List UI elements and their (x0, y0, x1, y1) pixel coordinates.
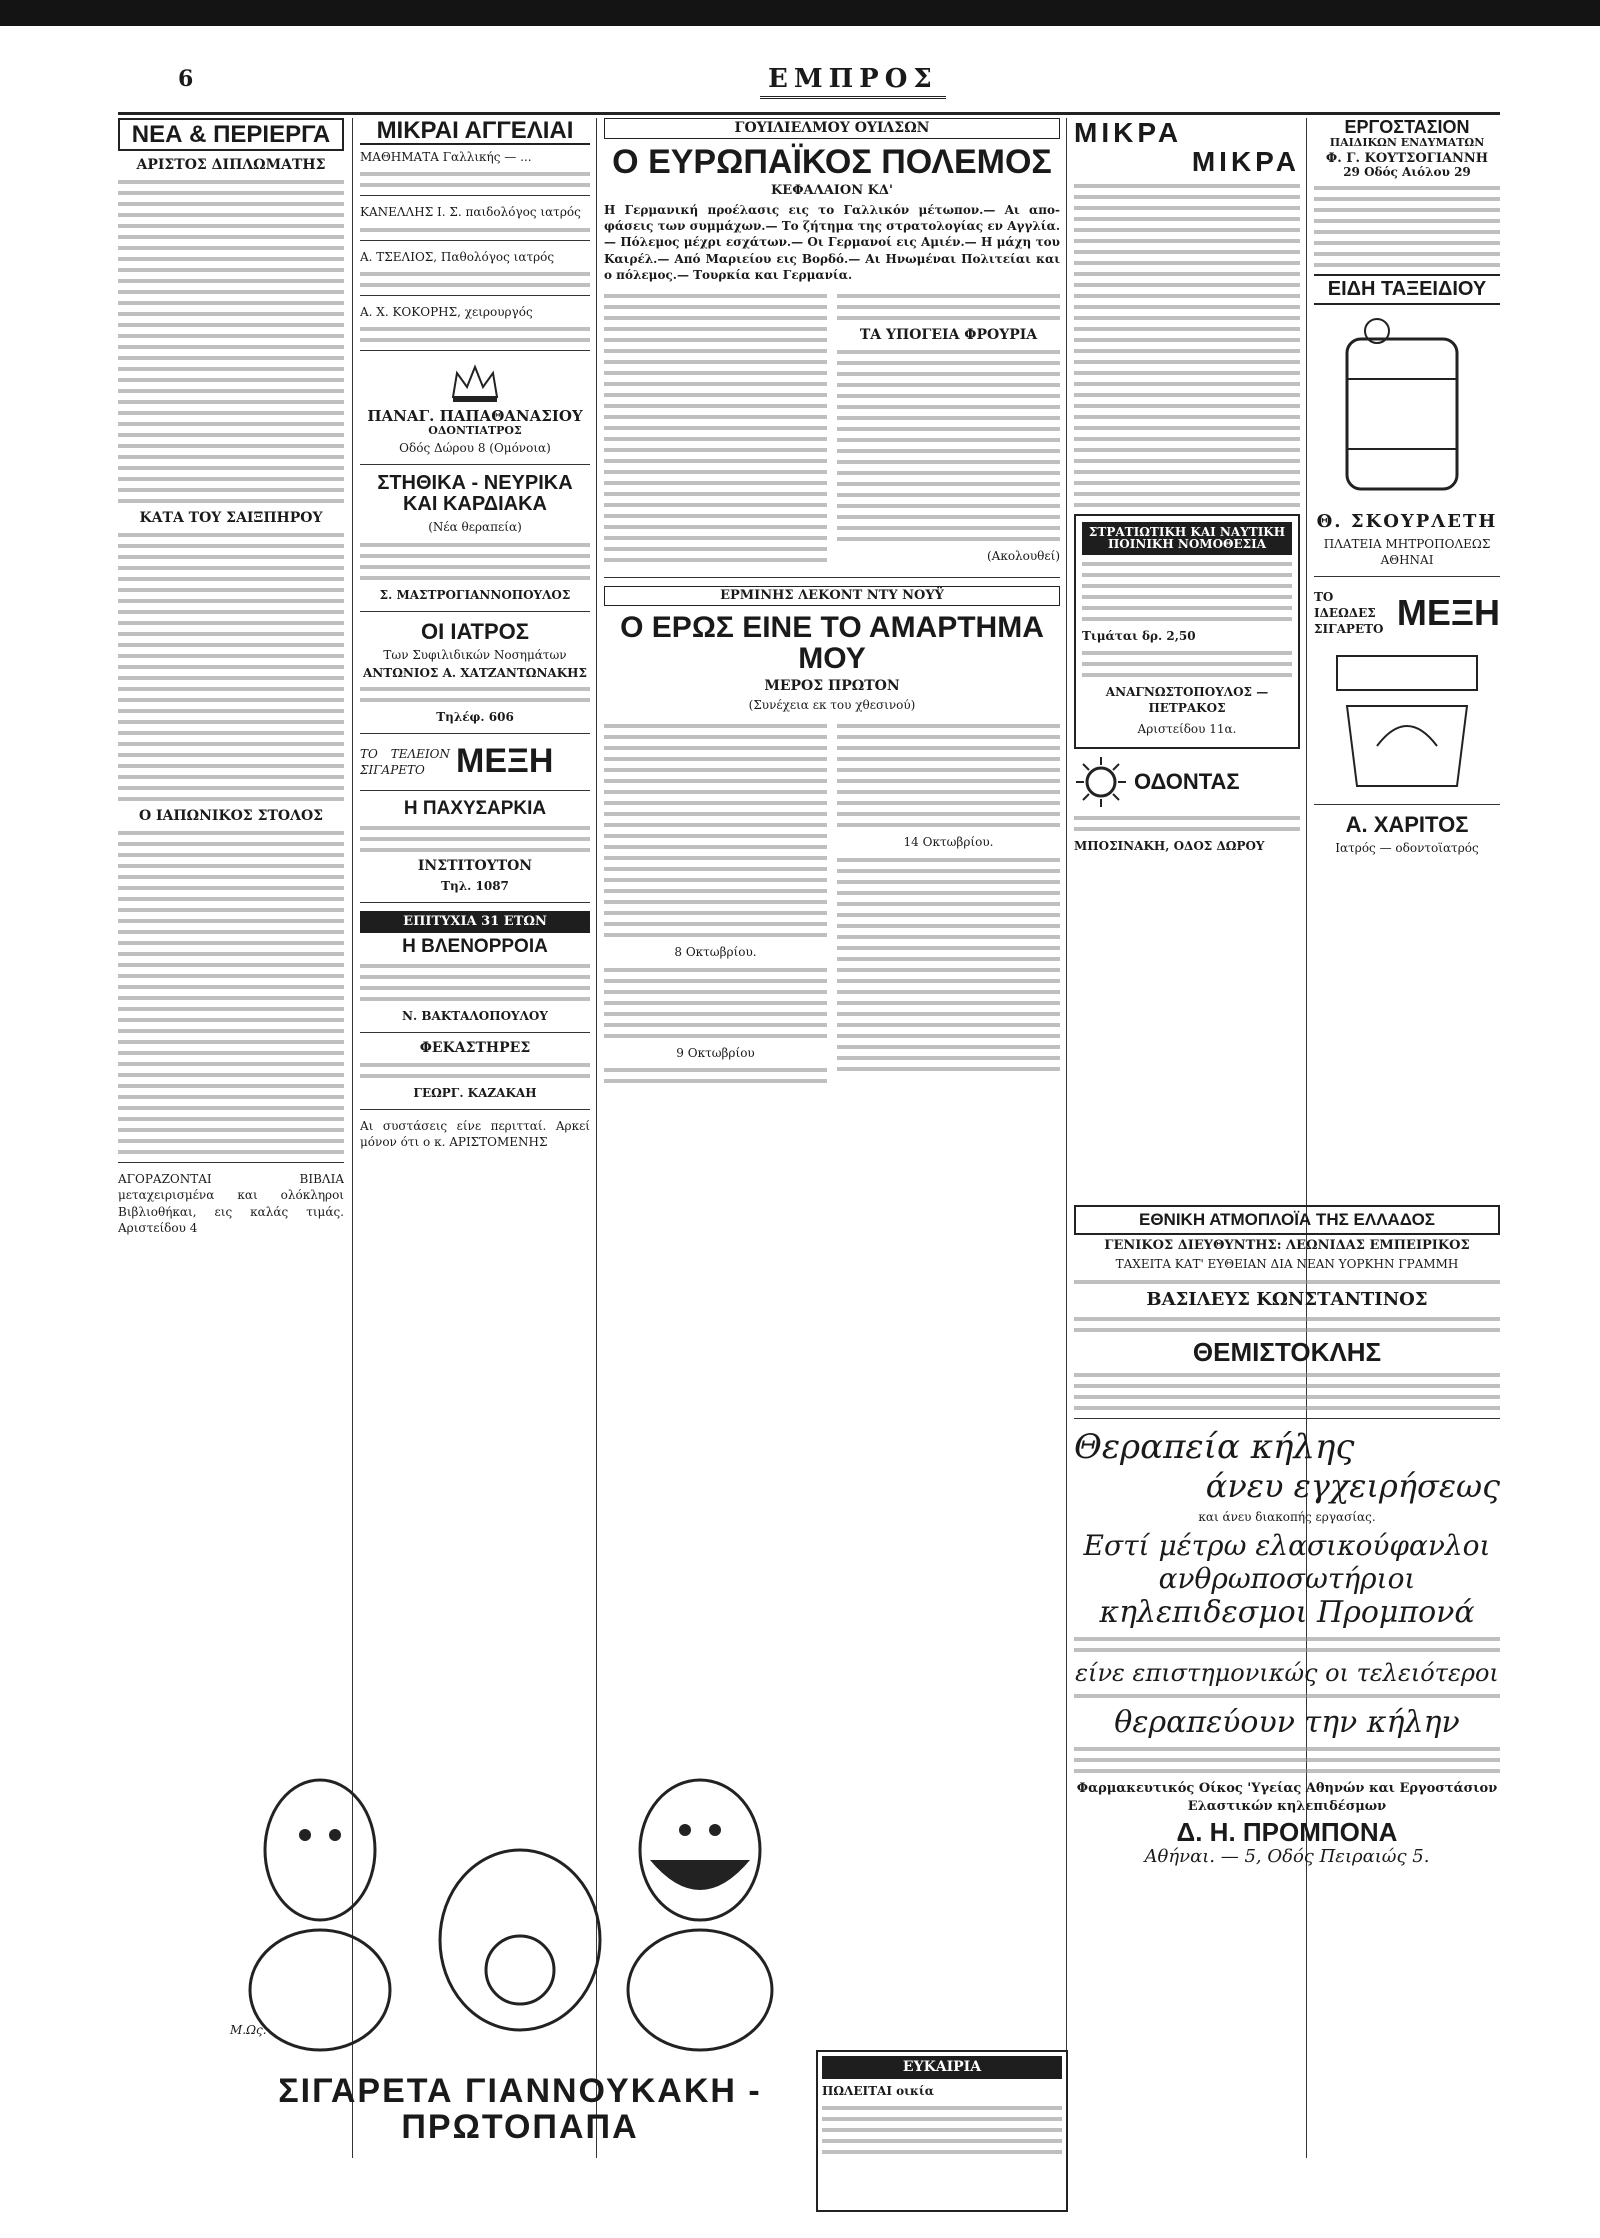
dentist-role: ΟΔΟΝΤΙΑΤΡΟΣ (428, 423, 522, 437)
pharmacy-name: Ν. ΒΑΚΤΑΛΟΠΟΥΛΟΥ (402, 1008, 548, 1023)
masthead: ΕΜΠΡΟΣ (760, 64, 946, 99)
cig-brand: ΜΕΞΗ (1396, 592, 1500, 634)
wide-ads (1074, 1205, 1500, 2195)
hernia-line: Εστί μέτρω ελασικούφανλοι (1083, 1529, 1491, 1563)
mexi-ad (360, 742, 590, 782)
section-title: ΝΕΑ & ΠΕΡΙΕΡΓΑ (118, 118, 344, 151)
small-ads-title: ΜΙΚΡΑΙ ΑΓΓΕΛΙΑΙ (360, 118, 590, 145)
article-text (118, 831, 344, 1154)
crown-emblem-icon (445, 359, 505, 405)
column-news (118, 118, 344, 1798)
cartoon-caption: ΣΙΓΑΡΕΤΑ ΓΙΑΝΝΟΥΚΑΚΗ - ΠΡΩΤΟΠΑΠΑ (278, 2072, 762, 2146)
sun-emblem-icon (1074, 755, 1128, 809)
top-bar (0, 0, 1600, 26)
mikra-title-2: ΜΙΚΡΑ (1191, 146, 1300, 178)
iatros-sub: Των Συφιλιδικών Νοσημάτων (383, 647, 567, 662)
mexi-label: ΤΟ ΤΕΛΕΙΟΝ ΣΙΓΑΡΕΤΟ (360, 746, 450, 778)
cartoon-ad (230, 1760, 810, 2146)
xaritos-role: Ιατρός — οδοντοϊατρός (1335, 840, 1479, 855)
eukairia-text: ΠΩΛΕΙΤΑΙ οικία (822, 2083, 934, 2098)
sthiko-sub: (Νέα θεραπεία) (428, 520, 522, 535)
aristomenis-ad: Αι συστάσεις είνε περιτταί. Αρκεί μόνον ότι ο κ. ΑΡΙΣΤΟΜΕΝΗΣ (360, 1118, 590, 1149)
law-ad (1074, 514, 1300, 749)
wilson-title: Ο ΕΥΡΩΠΑΪΚΟΣ ΠΟΛΕΜΟΣ (612, 142, 1052, 181)
serial-continued: (Συνέχεια εκ του χθεσινού) (748, 698, 916, 713)
serial-date: 8 Οκτωβρίου. (674, 945, 757, 960)
factory-title: ΕΡΓΟΣΤΑΣΙΟΝ (1344, 118, 1470, 137)
travel-brand: Θ. ΣΚΟΥΡΛΕΤΗ (1316, 510, 1498, 532)
mikra-text (1074, 184, 1300, 507)
pachysarkia-title: Η ΠΑΧΥΣΑΡΚΙΑ (403, 798, 547, 820)
institute-title: ΙΝΣΤΙΤΟΥΤΟΝ (417, 858, 533, 875)
column-small-ads (360, 118, 590, 1798)
wilson-text (837, 350, 1060, 541)
blenorroia-title: Η ΒΛΕΝΟΡΡΟΙΑ (402, 935, 548, 957)
travel-place: ΠΛΑΤΕΙΑ ΜΗΤΡΟΠΟΛΕΩΣ ΑΘΗΝΑΙ (1323, 536, 1491, 567)
hernia-line-3: κηλεπιδεσμοι Προμπονά (1099, 1595, 1475, 1631)
kokoris-ad: Α. Χ. ΚΟΚΟΡΗΣ, χειρουργός (360, 304, 533, 319)
math-ad: ΜΑΘΗΜΑΤΑ Γαλλικής — ... (360, 150, 532, 165)
institute-phone: Τηλ. 1087 (441, 878, 509, 893)
article-text (118, 180, 344, 503)
column-mikra (1074, 118, 1300, 1198)
mikra-title: ΜΙΚΡΑ (1074, 118, 1183, 148)
eukairia-title: ΕΥΚΑΙΡΙΑ (822, 2056, 1062, 2079)
article-title: ΑΡΙΣΤΟΣ ΔΙΠΛΩΜΑΤΗΣ (136, 157, 326, 174)
kanellis-ad: ΚΑΝΕΛΛΗΣ Ι. Σ. παιδολόγος ιατρός (360, 205, 581, 220)
fekastires-name: ΓΕΩΡΓ. ΚΑΖΑΚΑΗ (413, 1085, 537, 1100)
cig-ad (1314, 585, 1500, 642)
dentist-address: Οδός Δώρου 8 (Ομόνοια) (399, 441, 551, 456)
follows-note: (Ακολουθεί) (986, 548, 1060, 563)
law-title: ΣΤΡΑΤΙΩΤΙΚΗ ΚΑΙ ΝΑΥΤΙΚΗ ΠΟΙΝΙΚΗ ΝΟΜΟΘΕΣΙΑ (1082, 522, 1292, 555)
hernia-note: και άνευ διακοπής εργασίας. (1198, 1509, 1376, 1524)
factory-address: 29 Οδός Αιόλου 29 (1343, 165, 1471, 180)
ship-name-2: ΘΕΜΙΣΤΟΚΛΗΣ (1192, 1336, 1382, 1367)
wilson-summary: Η Γερμανική προέλασις εις το Γαλλικόν μέτωπον.— Αι αποφάσεις των συμμάχων.— Το ζήτημα της στρατολογίας εν Αγγλία.— Πόλεμος μέχρι εσχάτων.— Οι Γερμανοί εις Αμιέν.— Η μάχη του Καιρέλ.— Από Μαριείου εις Βορδό.— Αι Ηνωμέναι Πολιτείαι και ο πόλεμος.— Τουρκία και Γερμανία. (604, 203, 1060, 282)
law-address: Αριστείδου 11α. (1137, 721, 1237, 736)
wilson-subhead: ΤΑ ΥΠΟΓΕΙΑ ΦΡΟΥΡΙΑ (859, 326, 1038, 343)
serial-text (837, 724, 1060, 827)
sthiko-doctor: Σ. ΜΑΣΤΡΟΓΙΑΝΝΟΠΟΥΛΟΣ (379, 587, 571, 602)
dentist-name: ΠΑΝΑΓ. ΠΑΠΑΘΑΝΑΣΙΟΥ (367, 406, 583, 425)
iatros-phone: Τηλέφ. 606 (436, 709, 514, 724)
steam-line: ΤΑΧΕΙΤΑ ΚΑΤ' ΕΥΘΕΙΑΝ ΔΙΑ ΝΕΑΝ ΥΟΡΚΗΝ ΓΡΑΜΜΗ (1115, 1257, 1459, 1272)
odontas-title: ΟΔΟΝΤΑΣ (1134, 769, 1240, 795)
factory-owner: Φ. Γ. ΚΟΥΤΣΟΓΙΑΝΝΗ (1325, 151, 1489, 167)
serial-part: ΜΕΡΟΣ ΠΡΩΤΟΝ (764, 677, 900, 694)
wilson-text (604, 287, 827, 569)
ship-name: ΒΑΣΙΛΕΥΣ ΚΩΝΣΤΑΝΤΙΝΟΣ (1146, 1288, 1428, 1310)
fekastires-title: ΦΕΚΑΣΤΗΡΕΣ (419, 1039, 531, 1056)
article-text (118, 533, 344, 801)
serial-author: ΕΡΜΙΝΗΣ ΛΕΚΟΝΤ ΝΤΥ ΝΟΥΫ (604, 586, 1060, 606)
cigarette-pack-icon (1317, 646, 1497, 796)
tselios-ad: Α. ΤΣΕΛΙΟΣ, Παθολόγος ιατρός (360, 249, 555, 264)
serial-date: 9 Οκτωβρίου (676, 1045, 755, 1060)
hernia-heading-2: άνευ εγχειρήσεως (1205, 1466, 1500, 1505)
mexi-brand: ΜΕΞΗ (456, 742, 554, 781)
hernia-heading: Θεραπεία κήλης (1074, 1426, 1355, 1467)
article-title: ΚΑΤΑ ΤΟΥ ΣΑΙΞΠΗΡΟΥ (139, 510, 323, 527)
column-wilson (604, 118, 1060, 1798)
trunk-illustration-icon (1317, 309, 1497, 509)
column-ads (1314, 118, 1500, 1198)
hernia-line-5: θεραπεύουν την κήλην (1114, 1705, 1460, 1741)
steam-title: ΕΘΝΙΚΗ ΑΤΜΟΠΛΟΪΑ ΤΗΣ ΕΛΛΑΔΟΣ (1074, 1205, 1500, 1235)
steam-director: ΓΕΝΙΚΟΣ ΔΙΕΥΘΥΝΤΗΣ: ΛΕΩΝΙΔΑΣ ΕΜΠΕΙΡΙΚΟΣ (1104, 1237, 1470, 1253)
cig-label: ΤΟ ΙΔΕΩΔΕΣ ΣΙΓΑΡΕΤΟ (1314, 589, 1384, 637)
books-ad: ΑΓΟΡΑΖΟΝΤΑΙ ΒΙΒΛΙΑ μεταχειρισμένα και ολόκληροι Βιβλιοθήκαι, εις καλάς τιμάς. Αριστείδου 4 (118, 1172, 344, 1235)
hernia-pharmacy: Φαρμακευτικός Οίκος 'Υγείας Αθηνών και Εργοστάσιον Ελαστικών κηλεπιδέσμων (1076, 1781, 1498, 1814)
serial-text (604, 724, 827, 937)
wilson-author: ΓΟΥΙΛΙΕΛΜΟΥ ΟΥΙΛΣΩΝ (604, 118, 1060, 139)
hernia-line-4: είνε επιστημονικώς οι τελειότεροι (1075, 1659, 1499, 1688)
page-number: 6 (178, 66, 194, 92)
hernia-line-2: ανθρωποσωτήριοι (1158, 1562, 1416, 1596)
serial-date: 14 Οκτωβρίου. (903, 835, 994, 850)
serial-title: Ο ΕΡΩΣ ΕΙΝΕ ΤΟ ΑΜΑΡΤΗΜΑ ΜΟΥ (620, 610, 1044, 676)
article-title: Ο ΙΑΠΩΝΙΚΟΣ ΣΤΟΛΟΣ (138, 808, 324, 825)
success-banner: ΕΠΙΤΥΧΙΑ 31 ΕΤΩΝ (360, 911, 590, 933)
odontas-name: ΜΠΟΣΙΝΑΚΗ, ΟΔΟΣ ΔΩΡΟΥ (1074, 838, 1265, 853)
sthiko-title: ΣΤΗΘΙΚΑ - ΝΕΥΡΙΚΑ ΚΑΙ ΚΑΡΔΙΑΚΑ (377, 472, 573, 516)
cartoon-figures-icon (230, 1760, 810, 2060)
cartoon-signature: Μ.Ως. (230, 2023, 267, 2037)
header-rule (118, 112, 1500, 115)
law-publisher: ΑΝΑΓΝΩΣΤΟΠΟΥΛΟΣ — ΠΕΤΡΑΚΟΣ (1105, 685, 1269, 716)
iatros-title: ΟΙ ΙΑΤΡΟΣ (421, 618, 529, 644)
column-divider (1066, 118, 1067, 2158)
xaritos-name: Α. ΧΑΡΙΤΟΣ (1345, 811, 1469, 837)
eukairia-ad (816, 2050, 1068, 2212)
wilson-chapter: ΚΕΦΑΛΑΙΟΝ ΚΔ' (771, 183, 893, 199)
travel-title: ΕΙΔΗ ΤΑΞΕΙΔΙΟΥ (1314, 274, 1500, 305)
law-price: Τιμάται δρ. 2,50 (1082, 628, 1196, 643)
hernia-address: Αθήναι. — 5, Οδός Πειραιώς 5. (1144, 1846, 1430, 1868)
iatros-name: ΑΝΤΩΝΙΟΣ Α. ΧΑΤΖΑΝΤΩΝΑΚΗΣ (363, 666, 587, 681)
factory-sub: ΠΑΙΔΙΚΩΝ ΕΝΔΥΜΑΤΩΝ (1329, 135, 1485, 149)
hernia-brand: Δ. Η. ΠΡΟΜΠΟΝΑ (1176, 1817, 1398, 1848)
